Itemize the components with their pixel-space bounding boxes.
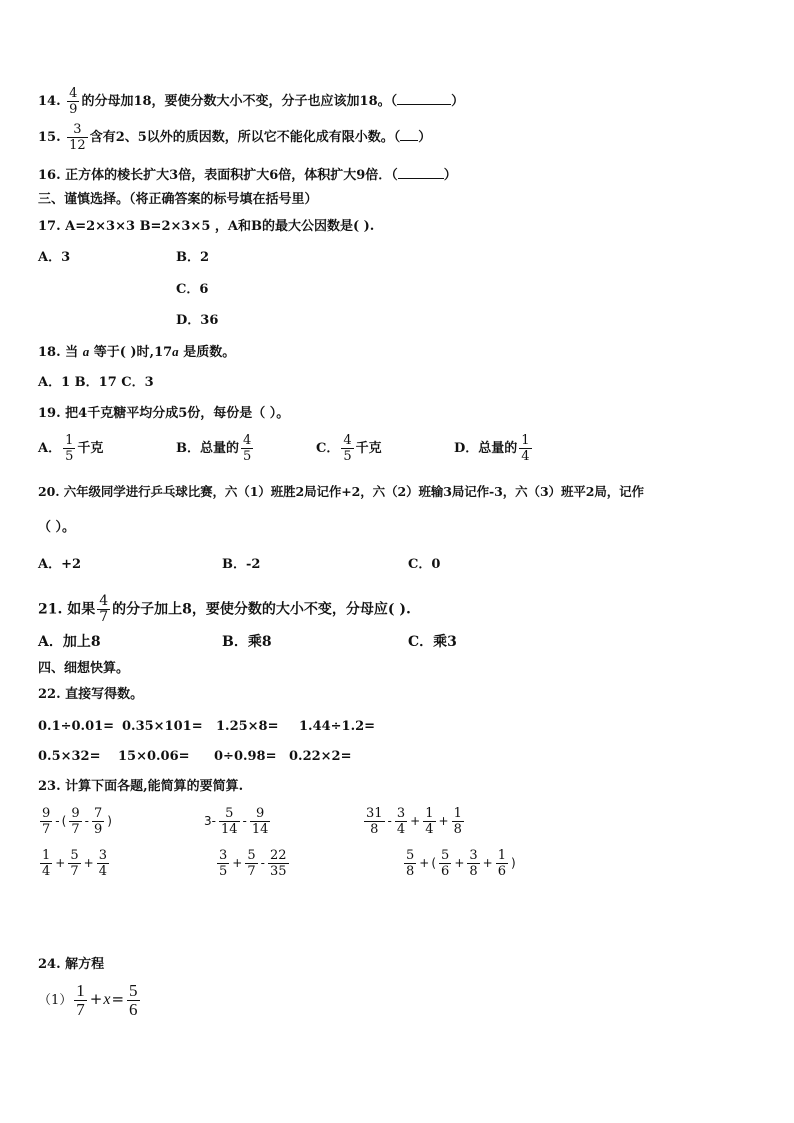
- expression-2: 3- $\frac{5}{14}$ - $\frac{9}{14}$: [204, 806, 269, 837]
- question-number: 16.: [38, 168, 61, 183]
- question-15: 15. $\frac{3}{12}$ 含有2、5以外的质因数，所以它不能化成有限小数。（ ）: [38, 122, 432, 153]
- fraction: $\frac{3}{12}$: [69, 122, 86, 153]
- fraction: $\frac{4}{9}$: [69, 86, 78, 117]
- answer-blank[interactable]: [398, 166, 444, 179]
- calc-item: 1.25×8=: [216, 719, 279, 734]
- options-18[interactable]: A．1 B．17 C．3: [38, 375, 154, 390]
- question-16: 16. 正方体的棱长扩大3倍，表面积扩大6倍，体积扩大9倍．（ ）: [38, 168, 457, 183]
- calc-item: 0.5×32=: [38, 749, 101, 764]
- question-18: 18. 当 a 等于( )时,17a 是质数。: [38, 344, 236, 360]
- question-number: 15.: [38, 130, 61, 145]
- expression-1: $\frac{9}{7}$ - ( $\frac{9}{7}$ - $\frac{7}{9}$ ): [42, 806, 112, 837]
- question-14: 14. $\frac{4}{9}$ 的分母加18，要使分数大小不变，分子也应该加18。（ ）: [38, 86, 465, 117]
- calc-item: 0.1÷0.01=: [38, 719, 115, 734]
- variable-a: a: [82, 344, 90, 359]
- option-c[interactable]: C．6: [176, 282, 209, 297]
- question-text: 的分母加18，要使分数大小不变，分子也应该加18。（: [81, 94, 398, 109]
- expression-4: $\frac{1}{4}$ + $\frac{5}{7}$ + $\frac{3}{4}$: [42, 848, 107, 879]
- calc-item: 15×0.06=: [118, 749, 190, 764]
- question-21: 21. 如果 $\frac{4}{7}$ 的分子加上8，要使分数的大小不变，分母应( ).: [38, 593, 411, 625]
- question-24: 24. 解方程: [38, 957, 105, 972]
- fraction: $\frac{1}{4}$: [521, 433, 530, 464]
- question-number: 14.: [38, 94, 61, 109]
- option-a[interactable]: A．3: [38, 250, 71, 265]
- question-19: 19. 把4千克糖平均分成5份，每份是（ ）。: [38, 406, 290, 421]
- question-22: 22. 直接写得数。: [38, 687, 144, 702]
- expression-5: $\frac{3}{5}$ + $\frac{5}{7}$ - $\frac{22}{35}$: [219, 848, 287, 879]
- calc-item: 0.35×101=: [122, 719, 203, 734]
- expression-6: $\frac{5}{8}$ + ( $\frac{5}{6}$ + $\frac{3}{8}$ + $\frac{1}{6}$ ): [406, 848, 516, 879]
- option-b[interactable]: B．总量的 $\frac{4}{5}$: [176, 433, 252, 464]
- answer-blank[interactable]: [397, 92, 451, 105]
- calc-item: 0.22×2=: [289, 749, 352, 764]
- question-17: 17. A=2×3×3 B=2×3×5 ，A和B的最大公因数是( ).: [38, 219, 375, 234]
- section-heading: 三、谨慎选择。（将正确答案的标号填在括号里）: [38, 192, 318, 207]
- expression-3: $\frac{31}{8}$ - $\frac{3}{4}$ + $\frac{1}{4}$ + $\frac{1}{8}$: [366, 806, 462, 837]
- section-heading: 四、细想快算。: [38, 661, 130, 676]
- fraction: $\frac{1}{5}$: [65, 433, 74, 464]
- option-b[interactable]: B．-2: [222, 557, 261, 572]
- option-d[interactable]: D．总量的 $\frac{1}{4}$: [454, 433, 530, 464]
- option-a[interactable]: A．加上8: [38, 634, 101, 650]
- question-text: 含有2、5以外的质因数，所以它不能化成有限小数。（: [89, 130, 401, 145]
- fraction: $\frac{4}{5}$: [343, 433, 352, 464]
- option-d[interactable]: D．36: [176, 313, 219, 328]
- variable-a: a: [172, 344, 179, 359]
- fraction: $\frac{4}{5}$: [243, 433, 252, 464]
- option-a[interactable]: A．+2: [38, 557, 82, 572]
- question-23: 23. 计算下面各题,能简算的要简算.: [38, 779, 244, 794]
- calc-item: 1.44÷1.2=: [299, 719, 376, 734]
- fraction: $\frac{4}{7}$: [99, 593, 109, 625]
- option-c[interactable]: C．0: [408, 557, 441, 572]
- equation-1: （1） $\frac{1}{7}$ +x= $\frac{5}{6}$: [38, 981, 138, 1019]
- question-20-line2: （ ）。: [38, 520, 76, 535]
- option-c[interactable]: C．乘3: [408, 634, 457, 650]
- answer-blank[interactable]: [400, 128, 418, 141]
- calc-item: 0÷0.98=: [214, 749, 277, 764]
- option-b[interactable]: B．2: [176, 250, 210, 265]
- option-b[interactable]: B．乘8: [222, 634, 272, 650]
- option-c[interactable]: C． $\frac{4}{5}$ 千克: [316, 433, 382, 464]
- option-a[interactable]: A． $\frac{1}{5}$ 千克: [38, 433, 104, 464]
- question-20: 20. 六年级同学进行乒乓球比赛，六（1）班胜2局记作+2，六（2）班输3局记作-3，六（3）班平2局，记作: [38, 484, 644, 499]
- question-text: 正方体的棱长扩大3倍，表面积扩大6倍，体积扩大9倍．（: [65, 168, 398, 183]
